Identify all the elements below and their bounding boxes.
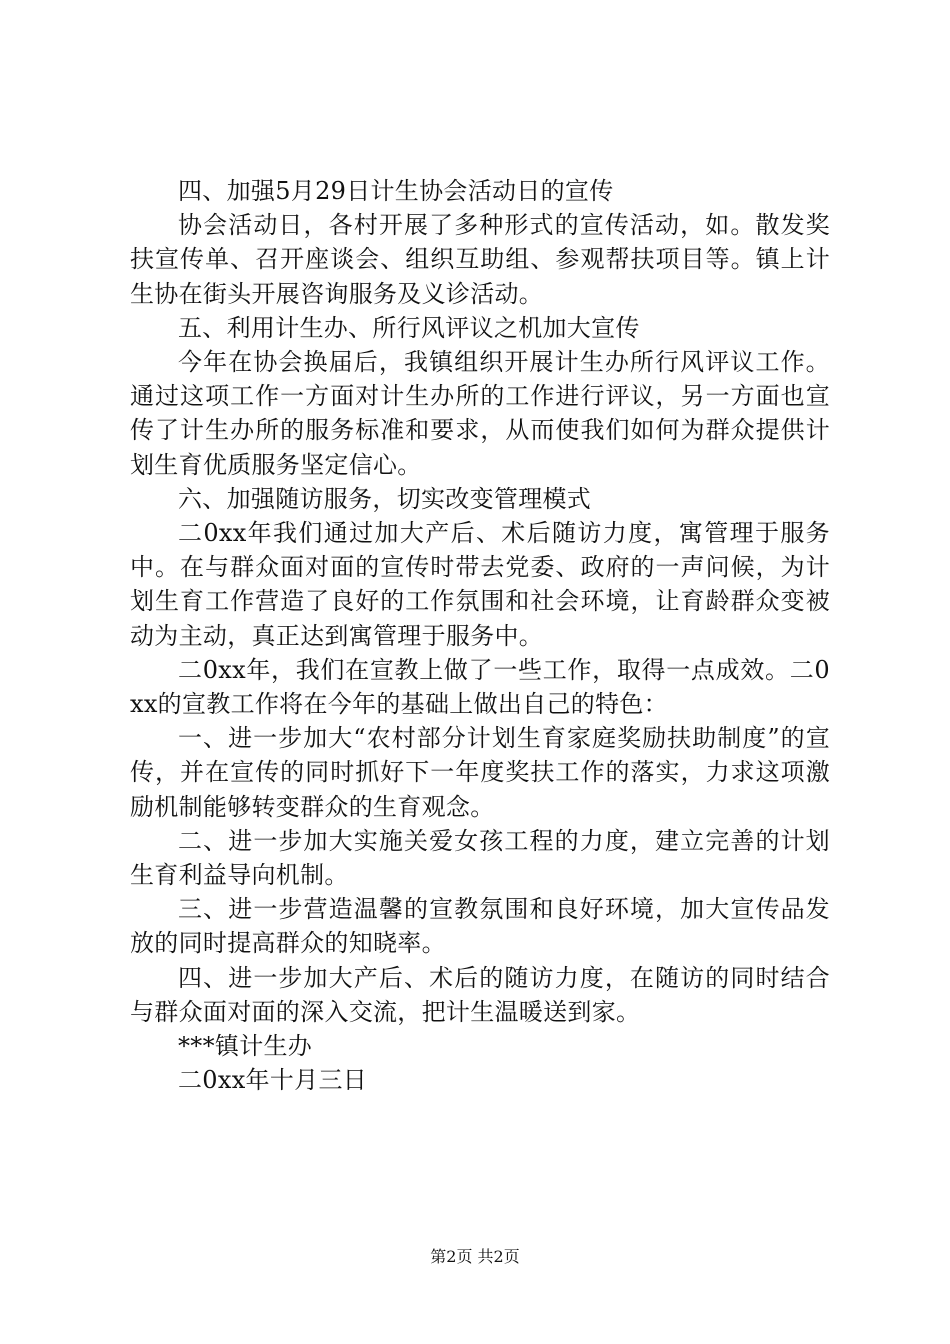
section-heading-6: 六、加强随访服务，切实改变管理模式	[178, 484, 592, 513]
section-heading-5: 五、利用计生办、所行风评议之机加大宣传	[178, 313, 640, 342]
paragraph: 二0xx年，我们在宣教上做了一些工作，取得一点成效。二0xx的宣教工作将在今年的基础上做出自己的特色：	[130, 655, 830, 719]
paragraph: 今年在协会换届后，我镇组织开展计生办所行风评议工作。通过这项工作一方面对计生办所的工作进行评议，另一方面也宣传了计生办所的服务标准和要求，从而使我们如何为群众提供计划生育优质服务坚定信心。	[130, 348, 830, 479]
list-item-2: 二、进一步加大实施关爱女孩工程的力度，建立完善的计划生育利益导向机制。	[130, 826, 830, 890]
paragraph: 二0xx年我们通过加大产后、术后随访力度，寓管理于服务中。在与群众面对面的宣传时带去党委、政府的一声问候，为计划生育工作营造了良好的工作氛围和社会环境，让育龄群众变被动为主动，真正达到寓管理于服务中。	[130, 519, 830, 650]
document-body	[130, 174, 830, 1097]
paragraph: 协会活动日，各村开展了多种形式的宣传活动，如。散发奖扶宣传单、召开座谈会、组织互助组、参观帮扶项目等。镇上计生协在街头开展咨询服务及义诊活动。	[130, 211, 830, 308]
signature: ***镇计生办	[178, 1032, 313, 1061]
list-item-3: 三、进一步营造温馨的宣教氛围和良好环境，加大宣传品发放的同时提高群众的知晓率。	[130, 895, 830, 958]
section-heading-4: 四、加强5月29日计生协会活动日的宣传	[178, 177, 614, 205]
page-footer: 第2页 共2页	[430, 1247, 520, 1266]
document-date: 二0xx年十月三日	[178, 1066, 368, 1095]
list-item-1: 一、进一步加大“农村部分计划生育家庭奖励扶助制度”的宣传，并在宣传的同时抓好下一年度奖扶工作的落实，力求这项激励机制能够转变群众的生育观念。	[130, 724, 830, 821]
list-item-4: 四、进一步加大产后、术后的随访力度，在随访的同时结合与群众面对面的深入交流，把计生温暖送到家。	[130, 963, 830, 1026]
